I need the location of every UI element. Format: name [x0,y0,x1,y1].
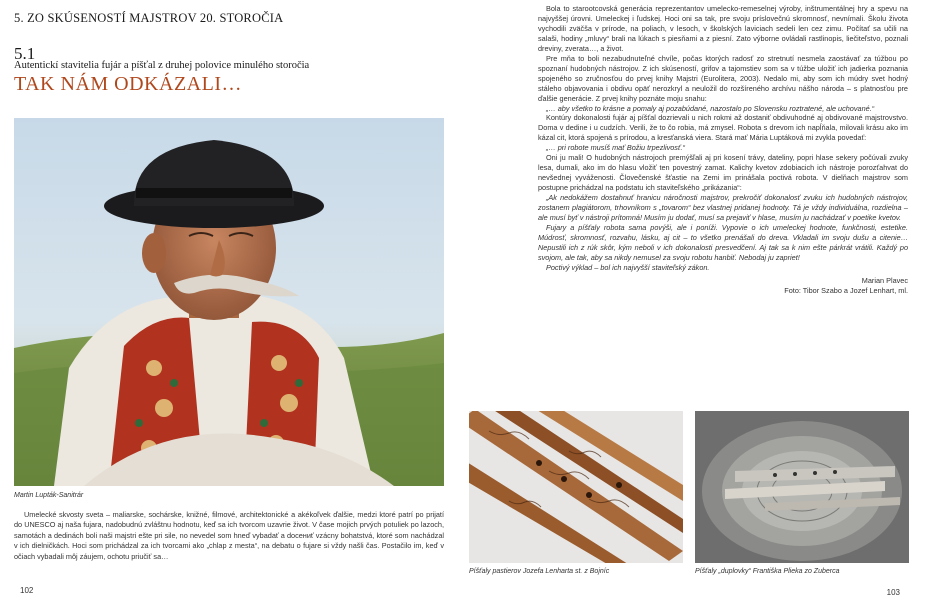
photo-credit: Foto: Tibor Szabo a Jozef Lenhart, ml. [784,285,908,295]
portrait-photo [14,118,444,486]
body-paragraph: Oni ju mali! O hudobných nástrojoch premýšľali aj pri kosení trávy, datelinу, popri hlase sekery počúvali zvuky lesa, dumali, ako im do hlasu vložiť ten povestný zamat. Kalichy kvetov zdobiacich ich nástroje porozťahvat do nevšednej vyváženosti. Človečenské šťastie na Zemi im prinášala poctivá robota. V dielňach majstrov som postupne prichádzal na podstatu ich staviteľského „prikázania“: [538,153,908,193]
duplovky-illustration [695,411,909,563]
body-paragraph: Kontúry dokonalosti fujár aj píšťal dozrievali u nich rokmi až dostaniť obdivuhodné aj obdivované majstrovstvo. Doma v dedine i u cudzích. Verili, že to čo robia, má zmysel. Robota s drevom ich napĺňala, milovali krásu ako im kázal cit, ktorá spojená s prírodou, a kresťanská viera. Stará mať Mária Luptáková mi zvykla povedať: [538,113,908,143]
chapter-heading: 5. ZO SKÚSENOSTÍ MAJSTROV 20. STOROČIA [14,11,284,25]
duplovky-caption: Píšťaly „duplovky“ Františka Plieka zo Zuberca [695,568,840,575]
flutes-photo [469,411,683,563]
body-paragraph: „Ak nedokážem dostahnuť hranicu náročnosti majstrov, prekročiť dokonalosť zvuku ich hudobných nástrojov, zostanem plagiátorom, trhovníkom s „tovarom“ bez vlastnej pridanej hodnoty. Tá je vždy individuálna, rozdielna – ale musí byť v nástroji prítomná! Musím ju dodať, musí sa prejaviť v hlase, musím ju nachádzať v poetike kvetov. [538,193,908,223]
duplovky-photo [695,411,909,563]
body-paragraph: Poctivý výklad – bol ich najvyšší staviteľský zákon. [546,262,710,272]
body-text-right [538,4,908,296]
section-number: 5.1 [14,44,36,63]
portrait-caption: Martin Lupták-Sanitrár [14,492,84,499]
flutes-caption: Píšťaly pastierov Jozefa Lenharta st. z Bojníc [469,568,610,575]
paragraph-list [538,4,908,273]
body-text-left [14,510,444,562]
flutes-illustration [469,411,683,563]
body-paragraph: Fujary a píšťaly robota sama povýši, ale i poníži. Vypovie o ich umeleckej hodnote, funkčnosti, estetike. Múdrosť, skromnosť, rozvahu, lásku, aj cit – to všetko prenášali do dreva. Vkladali im svoju dušu a citenie… Nepustili ich z rúk skôr, kým neboli v ich dokonalosti presvedčení. Aj tak sa k nim ešte párkrát vrátili. Každý po svojom, ale tak, aby sa nikdy nemusel za svoju robotu hanbiť. Nebodaj ju zapriet! [538,222,908,262]
body-paragraph: Pre mňa to boli nezabudnuteľné chvíle, počas ktorých radosť zo stretnutí nesmela zaostávať za túžbou po spoznaní hudobných nástrojov. Z ich skúseností, grifov a tajomstiev som sa v túžbe uložiť ich jadierka poznania spojeného so zručnosťou do prvej knihy Majstri (Eurolitera, 2003). Nedalo mi, aby som ich múdry svet hodný stáleho objavovania i obdivu opäť nerozkryl a neuložil do rozšíreného archívu nášho národa – s platnosťou pre ďalšie generácie. Z prvej knihy poznáte moju snahu: [538,53,908,103]
headline: TAK NÁM ODKÁZALI… [14,73,242,95]
body-paragraph: Umelecké skvosty sveta – maliarske, sochárske, knižné, filmové, architektonické a akékoľvek ďalšie, medzi ktoré patrí po prijatí do UNESCO aj naša fujara, nadobudnú zvláštnu hodnotu, keď sa ich tvorcom uzavrie život. V čase mojich prvých potuliek po lazoch, samotách a dedinách boli naši majstri ešte pri sile, no nevedel som hneď vybadať a docениť vzácny bohatstvá, ktoré som nachádzal v ich dielničkách. Hoci som prichádzal za ich tvorcami ako „chlap z mesta“, na debatu o fujare si vždy našli čas. Postačilo im, keď v očiach vybadali môj záujem, ochotu priučiť sa… [14,510,444,561]
body-paragraph: Bola to starootcovská generácia reprezentantov umelecko-remeselnej výroby, inštrumentálnej hry a spevu na najvyššej úrovni. Umeleckej i ľudskej. Hoci oni sa tak, pre svoju príslovečnú skromnosť, nevnímali. Školu života vychodili zväčša v prírode, na poliach, v lesoch, v školských laviciach sedeli len cez zimu. Počítať sa učili na salaši, hodiny „mluvy“ brali na lúkach s piesňami a z piesní. Zato výborne ovládali rastlinopis, liečiteľstvo, poznali dreviny, zverata…, a život. [538,4,908,53]
body-paragraph: „… aby všetko to krásne a pomaly aj pozabúdané, nazostalo po Slovensku roztratené, ale uchované.“ [546,103,875,113]
body-paragraph: „… pri robote musíš mať Božiu trpezlivosť.“ [546,143,685,153]
page-number-left: 102 [20,586,34,595]
right-page [465,0,930,600]
portrait-illustration [14,118,444,486]
author-signature: Marian Plavec [861,275,908,285]
section-subtitle: Autentickí stavitelia fujár a píšťal z druhej polovice minulého storočia [14,60,310,71]
page-number-right: 103 [886,588,900,597]
